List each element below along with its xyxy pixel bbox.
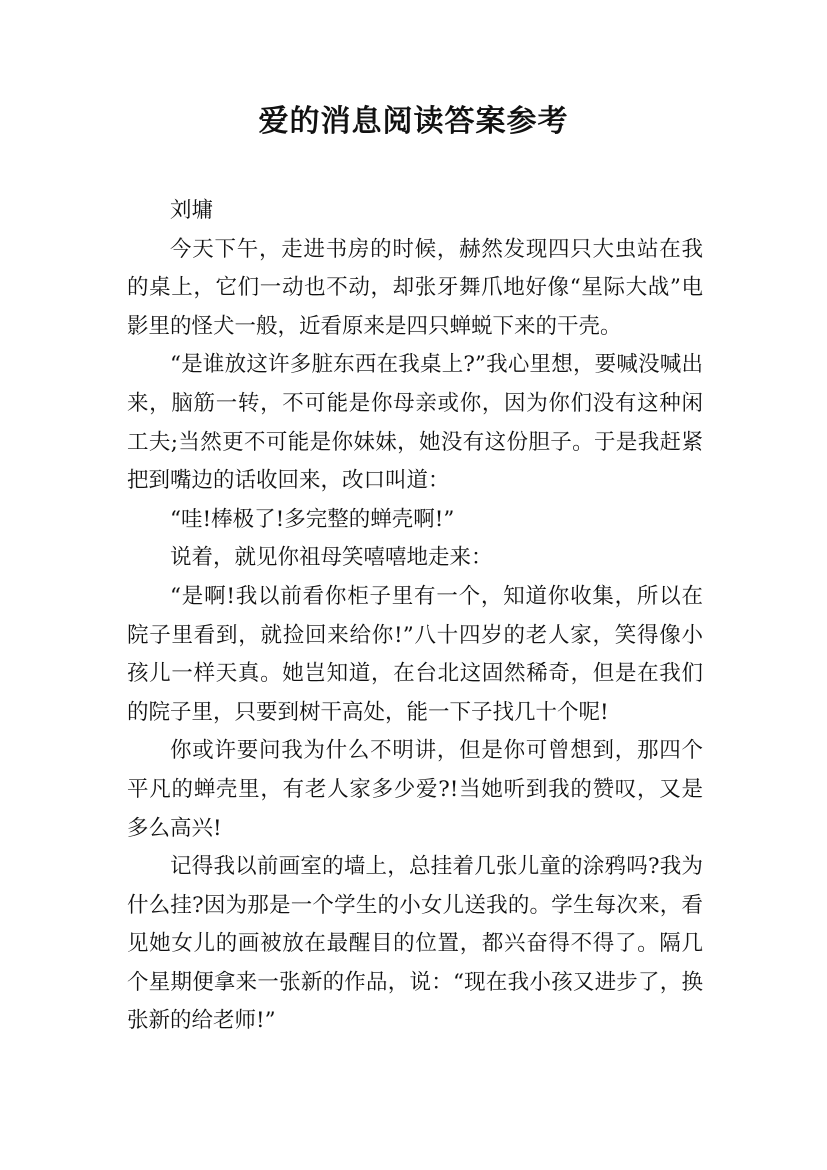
paragraph-4: 说着，就见你祖母笑嘻嘻地走来： (170, 545, 493, 571)
document-body (127, 192, 703, 1041)
paragraph-7: 记得我以前画室的墙上，总挂着几张儿童的涂鸦吗?我为什么挂?因为那是一个学生的小女儿送我的。学生每次来，看见她女儿的画被放在最醒目的位置，都兴奋得不得了。隔几个星期便拿来一张新的作品，说：“现在我小孩又进步了，换张新的给老师!” (127, 854, 703, 1034)
author-line: 刘墉 (170, 198, 214, 223)
paragraph-2: “是谁放这许多脏东西在我桌上?”我心里想，要喊没喊出来，脑筋一转，不可能是你母亲或你，因为你们没有这种闲工夫;当然更不可能是你妹妹，她没有这份胆子。于是我赶紧把到嘴边的话收回来，改口叫道： (127, 352, 703, 494)
document-title: 爱的消息阅读答案参考 (258, 104, 569, 139)
paragraph-5: “是啊!我以前看你柜子里有一个，知道你收集，所以在院子里看到，就捡回来给你!”八十四岁的老人家，笑得像小孩儿一样天真。她岂知道，在台北这固然稀奇，但是在我们的院子里，只要到树干高处，能一下子找几十个呢! (127, 583, 703, 725)
paragraph-1: 今天下午，走进书房的时候，赫然发现四只大虫站在我的桌上，它们一动也不动，却张牙舞爪地好像“星际大战”电影里的怪犬一般，近看原来是四只蝉蜕下来的干壳。 (127, 236, 703, 339)
paragraph-3: “哇!棒极了!多完整的蝉壳啊!” (170, 506, 455, 532)
paragraph-6: 你或许要问我为什么不明讲，但是你可曾想到，那四个平凡的蝉壳里，有老人家多少爱?!当她听到我的赞叹，又是多么高兴! (127, 738, 703, 841)
